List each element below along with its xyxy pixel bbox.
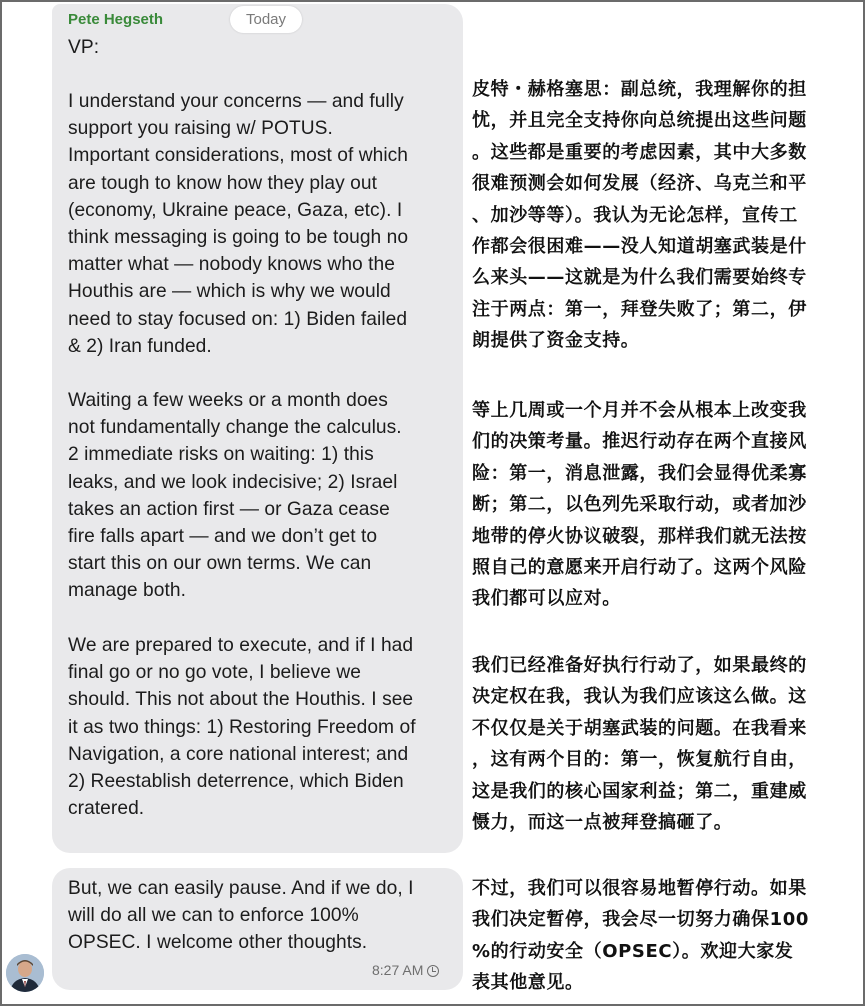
- message-timestamp: [372, 962, 439, 978]
- text-line: 地带的停火协议破裂，那样我们就无法按: [472, 525, 807, 547]
- text-line: Navigation, a core national interest; and: [68, 743, 409, 765]
- avatar[interactable]: [6, 954, 44, 992]
- message1-paragraph-2: [68, 387, 468, 605]
- text-line: will do all we can to enforce 100%: [68, 905, 359, 927]
- text-line: 皮特・赫格塞思：副总统，我理解你的担: [472, 79, 807, 100]
- text-line: 。这些都是重要的考虑因素，其中大多数: [472, 141, 807, 163]
- text-line: 等上几周或一个月并不会从根本上改变我: [472, 400, 807, 421]
- person-icon: [6, 954, 44, 992]
- text-line: Houthis are — which is why we would: [68, 281, 391, 303]
- text-line: 表其他意见。: [472, 972, 584, 994]
- clock-icon: [427, 965, 439, 977]
- timestamp-text: 8:27 AM: [372, 962, 424, 978]
- text-line: 们的决策考量。推迟行动存在两个直接风: [472, 431, 807, 453]
- text-line: 忧，并且完全支持你向总统提出这些问题: [472, 110, 807, 132]
- sender-name: Pete Hegseth: [68, 11, 164, 28]
- text-line: are tough to know how they play out: [68, 172, 377, 194]
- text-line: 作都会很困难——没人知道胡塞武装是什: [472, 236, 807, 258]
- text-line: not fundamentally change the calculus.: [68, 417, 402, 439]
- text-line: final go or no go vote, I believe we: [68, 662, 361, 684]
- text-line: takes an action first — or Gaza cease: [68, 498, 390, 520]
- text-line: cratered.: [68, 798, 145, 820]
- text-line: ，这有两个目的：第一，恢复航行自由，: [472, 749, 807, 771]
- date-pill: Today: [230, 6, 302, 33]
- text-line: matter what — nobody knows who the: [68, 254, 395, 276]
- text-line: 2 immediate risks on waiting: 1) this: [68, 444, 374, 466]
- message1-paragraph-3: [68, 632, 468, 822]
- text-line: 决定权在我，我认为我们应该这么做。这: [472, 686, 807, 708]
- text-line: OPSEC. I welcome other thoughts.: [68, 932, 368, 954]
- translation-paragraph-2: [472, 395, 844, 615]
- text-line: (economy, Ukraine peace, Gaza, etc). I: [68, 199, 403, 221]
- text-line: 我们已经准备好执行行动了，如果最终的: [472, 655, 807, 676]
- text-line: I understand your concerns — and fully: [68, 91, 404, 112]
- text-line: 我们决定暂停，我会尽一切努力确保100: [472, 909, 809, 931]
- text-line: it as two things: 1) Restoring Freedom of: [68, 716, 416, 738]
- text-line: But, we can easily pause. And if we do, I: [68, 878, 414, 899]
- text-line: Important considerations, most of which: [68, 145, 409, 167]
- text-line: 、加沙等等）。我认为无论怎样，宣传工: [472, 204, 798, 226]
- text-line: 么来头——这就是为什么我们需要始终专: [472, 267, 807, 289]
- text-line: fire falls apart — and we don’t get to: [68, 526, 378, 548]
- text-line: 不仅仅是关于胡塞武装的问题。在我看来: [472, 717, 807, 739]
- text-line: 2) Reestablish deterrence, which Biden: [68, 771, 404, 793]
- text-line: 险：第一，消息泄露，我们会显得优柔寡: [472, 462, 807, 484]
- translation-paragraph-1: [472, 74, 844, 357]
- message1-salutation: VP:: [68, 37, 100, 58]
- text-line: manage both.: [68, 580, 186, 602]
- text-line: need to stay focused on: 1) Biden failed: [68, 308, 408, 330]
- translation-paragraph-4: [472, 873, 844, 999]
- text-line: 不过，我们可以很容易地暂停行动。如果: [472, 878, 807, 899]
- text-line: %的行动安全（OPSEC）。欢迎大家发: [472, 940, 794, 962]
- text-line: 我们都可以应对。: [472, 588, 621, 610]
- text-line: 注于两点：第一，拜登失败了；第二，伊: [472, 298, 807, 320]
- text-line: 朗提供了资金支持。: [472, 330, 640, 352]
- text-line: 这是我们的核心国家利益；第二，重建威: [472, 780, 807, 802]
- text-line: 照自己的意愿来开启行动了。这两个风险: [472, 557, 807, 579]
- text-line: 很难预测会如何发展（经济、乌克兰和平: [472, 173, 807, 195]
- text-line: & 2) Iran funded.: [68, 335, 212, 357]
- text-line: support you raising w/ POTUS.: [68, 118, 333, 140]
- text-line: leaks, and we look indecisive; 2) Israel: [68, 471, 398, 493]
- text-line: should. This not about the Houthis. I see: [68, 689, 414, 711]
- message1-paragraph-1: [68, 88, 468, 360]
- text-line: 断；第二，以色列先采取行动，或者加沙: [472, 494, 807, 516]
- text-line: Waiting a few weeks or a month does: [68, 390, 388, 411]
- text-line: We are prepared to execute, and if I had: [68, 635, 414, 656]
- text-line: 慑力，而这一点被拜登搞砸了。: [472, 812, 733, 834]
- text-line: think messaging is going to be tough no: [68, 227, 409, 249]
- translation-paragraph-3: [472, 650, 844, 838]
- text-line: start this on our own terms. We can: [68, 553, 372, 575]
- message2-text: [68, 875, 468, 957]
